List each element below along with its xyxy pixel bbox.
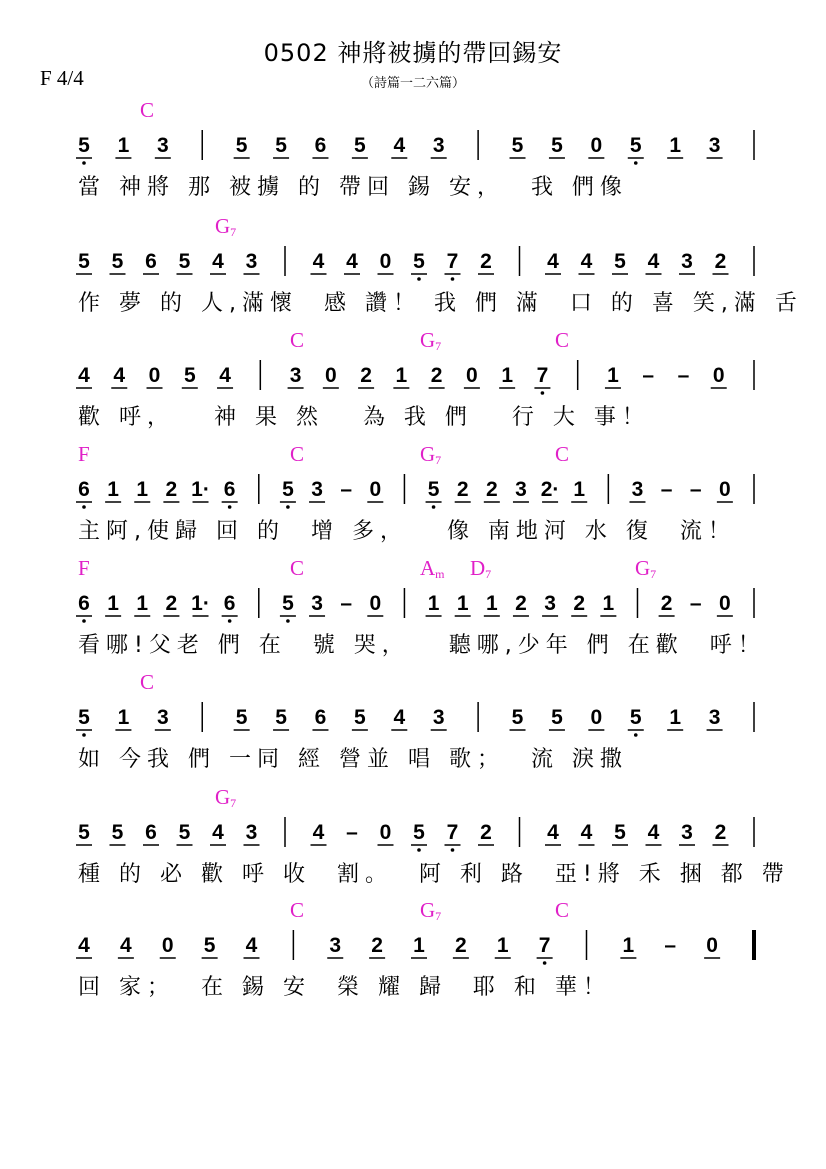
note: 2 <box>430 364 443 387</box>
chord-symbol <box>635 556 656 582</box>
octave-dot <box>82 505 86 509</box>
note: 1 <box>602 592 615 615</box>
score-system <box>0 556 826 671</box>
note: 7 <box>446 821 459 844</box>
note: 0 <box>148 364 161 387</box>
note: 4 <box>580 821 593 844</box>
score-system <box>0 442 826 557</box>
note: 0 <box>161 934 174 957</box>
note: 1 <box>669 134 682 157</box>
score-system <box>0 214 826 329</box>
chord-quality: 7 <box>435 453 442 467</box>
chord-row <box>0 442 826 466</box>
note: 1 <box>427 592 440 615</box>
note: 5 <box>614 250 626 273</box>
chord-quality: 7 <box>230 796 237 810</box>
note: 1 <box>107 592 119 615</box>
lyric-line: 如 今我 們 一同 經 營並 唱 歌； 流 淚撒 <box>78 747 628 772</box>
chord-root: G <box>635 556 651 580</box>
octave-dot <box>543 961 547 965</box>
note: – <box>340 478 353 501</box>
note: 0 <box>324 364 337 387</box>
chord-symbol <box>290 898 304 923</box>
note: – <box>660 478 673 501</box>
chord-symbol <box>290 442 304 467</box>
score-system <box>0 898 826 1013</box>
note: 3 <box>681 250 693 273</box>
notation-row <box>80 928 760 968</box>
note: 6 <box>78 592 90 615</box>
octave-dot <box>417 848 421 852</box>
note: 1 <box>496 934 509 957</box>
chord-symbol <box>420 442 441 468</box>
note: 1 <box>669 706 682 729</box>
octave-dot <box>451 848 455 852</box>
note: 5 <box>203 934 216 957</box>
note: 3 <box>681 821 693 844</box>
note: 3 <box>245 821 258 844</box>
lyric-line: 主阿,使歸 回 的 增 多， 像 南地河 水 復 流！ <box>78 519 736 544</box>
notation-svg <box>80 244 760 284</box>
chord-symbol <box>420 556 445 582</box>
note: 5 <box>275 134 287 157</box>
notation-svg <box>80 128 760 168</box>
note: 6 <box>223 592 236 615</box>
notation-svg <box>80 700 760 740</box>
note: 0 <box>719 478 731 501</box>
notation-row <box>80 700 760 740</box>
note: 0 <box>369 478 382 501</box>
note: 7 <box>538 934 551 957</box>
note: 1 <box>485 592 498 615</box>
note: 3 <box>544 592 556 615</box>
note: – <box>642 364 655 387</box>
note: 1 <box>136 592 149 615</box>
octave-dot <box>82 619 86 623</box>
note: 5 <box>111 821 124 844</box>
note: 3 <box>515 478 527 501</box>
lyric-line: 當 神將 那 被擄 的 帶回 錫 安， 我 們像 <box>78 175 628 200</box>
note: 4 <box>312 250 325 273</box>
chord-root: G <box>215 214 231 238</box>
note: 4 <box>120 934 132 957</box>
chord-quality: 7 <box>485 567 492 581</box>
octave-dot <box>541 391 545 395</box>
note: 3 <box>289 364 302 387</box>
chord-symbol <box>420 898 441 924</box>
lyric-line: 種 的 必 歡 呼 收 割。 阿 利 路 亞!將 禾 捆 都 帶 <box>78 862 790 887</box>
notation-svg <box>80 815 760 855</box>
lyric-line: 作 夢 的 人,滿懷 感 讚！ 我 們 滿 口 的 喜 笑,滿 舌 <box>78 291 803 316</box>
chord-symbol <box>555 898 569 923</box>
chord-root: C <box>290 556 305 580</box>
note: 2· <box>540 478 560 501</box>
note: – <box>689 478 702 501</box>
octave-dot <box>286 505 290 509</box>
note: 1 <box>136 478 149 501</box>
note: 3 <box>708 706 721 729</box>
song-subtitle: （詩篇一二六篇） <box>360 76 465 91</box>
note: 2 <box>371 934 383 957</box>
note: 4 <box>219 364 231 387</box>
chord-row <box>0 785 826 809</box>
note: – <box>677 364 690 387</box>
chord-row <box>0 214 826 238</box>
note: 3 <box>631 478 644 501</box>
note: 2 <box>360 364 372 387</box>
chord-symbol <box>215 785 236 811</box>
note: 2 <box>455 934 467 957</box>
chord-symbol <box>290 328 304 353</box>
note: 0 <box>379 250 392 273</box>
note: 2 <box>456 478 469 501</box>
chord-root: C <box>140 98 155 122</box>
note: 4 <box>393 134 406 157</box>
note: 2 <box>165 592 178 615</box>
chord-root: G <box>215 785 231 809</box>
note: 3 <box>311 478 323 501</box>
chord-symbol <box>78 556 90 581</box>
chord-symbol <box>290 556 304 581</box>
note: 1 <box>501 364 514 387</box>
chord-root: G <box>420 898 436 922</box>
chord-quality: 7 <box>230 225 237 239</box>
note: 0 <box>719 592 731 615</box>
note: 1 <box>456 592 469 615</box>
notation-row <box>80 358 760 398</box>
chord-symbol <box>470 556 491 582</box>
note: 1 <box>607 364 619 387</box>
note: 6 <box>314 706 327 729</box>
note: 2 <box>660 592 673 615</box>
chord-symbol <box>420 328 441 354</box>
note: 5 <box>78 134 90 157</box>
note: 1 <box>117 706 130 729</box>
note: 0 <box>466 364 478 387</box>
note: 0 <box>379 821 392 844</box>
chord-root: C <box>290 898 305 922</box>
note: 5 <box>511 134 524 157</box>
chord-row <box>0 556 826 580</box>
note: 5 <box>178 821 191 844</box>
chord-symbol <box>215 214 236 240</box>
note: 0 <box>590 134 603 157</box>
note: 2 <box>714 250 727 273</box>
note: 5 <box>413 821 425 844</box>
note: 6 <box>78 478 90 501</box>
song-title: 0502 神將被擄的帶回錫安 <box>263 39 563 67</box>
note: 1 <box>622 934 635 957</box>
note: 3 <box>156 706 169 729</box>
notation-row <box>80 472 760 512</box>
note: 0 <box>706 934 718 957</box>
chord-row <box>0 670 826 694</box>
chord-root: F <box>78 442 90 466</box>
note: 3 <box>156 134 169 157</box>
octave-dot <box>228 619 232 623</box>
chord-row <box>0 328 826 352</box>
note: 1· <box>191 478 210 501</box>
note: 4 <box>245 934 258 957</box>
note: 4 <box>78 364 90 387</box>
note: – <box>689 592 702 615</box>
notation-svg <box>80 472 760 512</box>
notation-row <box>80 586 760 626</box>
note: 7 <box>446 250 459 273</box>
note: 5 <box>511 706 524 729</box>
octave-dot <box>286 619 290 623</box>
chord-row <box>0 98 826 122</box>
note: – <box>346 821 358 844</box>
note: 5 <box>178 250 191 273</box>
note: 5 <box>235 134 248 157</box>
chord-root: C <box>555 898 570 922</box>
score-system <box>0 785 826 900</box>
lyric-line: 回 家； 在 錫 安 榮 耀 歸 耶 和 華！ <box>78 975 611 1000</box>
note: 2 <box>480 821 492 844</box>
note: 6 <box>314 134 327 157</box>
note: 5 <box>183 364 196 387</box>
note: 6 <box>223 478 236 501</box>
chord-symbol <box>78 442 90 467</box>
key-signature: F 4/4 <box>40 66 84 90</box>
note: 6 <box>145 250 157 273</box>
note: 5 <box>427 478 440 501</box>
chord-symbol <box>140 670 154 695</box>
note: 4 <box>78 934 90 957</box>
chord-root: C <box>555 328 570 352</box>
note: 2 <box>165 478 178 501</box>
note: 2 <box>573 592 586 615</box>
note: 5 <box>629 134 642 157</box>
note: 0 <box>369 592 382 615</box>
note: 4 <box>547 250 559 273</box>
chord-row <box>0 898 826 922</box>
octave-dot <box>634 733 638 737</box>
note: 4 <box>312 821 325 844</box>
note: 7 <box>536 364 549 387</box>
note: 4 <box>547 821 559 844</box>
octave-dot <box>82 733 86 737</box>
octave-dot <box>634 161 638 165</box>
note: 4 <box>212 821 224 844</box>
note: 5 <box>629 706 642 729</box>
chord-symbol <box>555 442 569 467</box>
octave-dot <box>432 505 436 509</box>
octave-dot <box>417 277 421 281</box>
chord-quality: 7 <box>435 909 442 923</box>
note: 5 <box>78 706 90 729</box>
score-system <box>0 328 826 443</box>
chord-root: A <box>420 556 436 580</box>
note: 0 <box>712 364 725 387</box>
notation-svg <box>80 586 760 626</box>
chord-symbol <box>555 328 569 353</box>
lyric-line: 歡 呼， 神 果 然 為 我 們 行 大 事！ <box>78 405 650 430</box>
octave-dot <box>82 161 86 165</box>
note: 5 <box>235 706 248 729</box>
score-system <box>0 98 826 213</box>
note: 4 <box>580 250 593 273</box>
note: 5 <box>551 134 563 157</box>
note: 3 <box>245 250 258 273</box>
lyric-line: 看哪!父老 們 在 號 哭， 聽哪,少年 們 在歡 呼！ <box>78 633 766 658</box>
chord-root: G <box>420 442 436 466</box>
note: 5 <box>78 821 90 844</box>
note: 1 <box>117 134 130 157</box>
chord-root: F <box>78 556 90 580</box>
note: 2 <box>515 592 527 615</box>
note: 6 <box>145 821 157 844</box>
note: 5 <box>551 706 563 729</box>
note: 3 <box>329 934 342 957</box>
chord-root: C <box>290 442 305 466</box>
note: – <box>340 592 353 615</box>
note: 1 <box>107 478 119 501</box>
octave-dot <box>228 505 232 509</box>
note: 5 <box>614 821 626 844</box>
note: 5 <box>275 706 287 729</box>
octave-dot <box>451 277 455 281</box>
chord-root: C <box>555 442 570 466</box>
note: – <box>664 934 677 957</box>
note: 4 <box>113 364 126 387</box>
note: 5 <box>282 478 294 501</box>
chord-quality: 7 <box>435 339 442 353</box>
chord-root: G <box>420 328 436 352</box>
notation-row <box>80 244 760 284</box>
chord-root: C <box>290 328 305 352</box>
notation-svg <box>80 358 760 398</box>
note: 1 <box>413 934 425 957</box>
note: 4 <box>212 250 224 273</box>
note: 3 <box>311 592 323 615</box>
note: 3 <box>432 706 445 729</box>
chord-root: D <box>470 556 486 580</box>
note: 3 <box>708 134 721 157</box>
note: 5 <box>282 592 294 615</box>
note: 4 <box>346 250 358 273</box>
score-system <box>0 670 826 785</box>
note: 4 <box>647 821 660 844</box>
notation-row <box>80 128 760 168</box>
notation-svg <box>80 928 760 968</box>
note: 5 <box>354 706 366 729</box>
chord-symbol <box>140 98 154 123</box>
chord-quality: 7 <box>650 567 657 581</box>
chord-quality: m <box>435 567 445 581</box>
note: 5 <box>413 250 425 273</box>
note: 2 <box>714 821 727 844</box>
note: 1 <box>573 478 586 501</box>
note: 3 <box>432 134 445 157</box>
note: 2 <box>485 478 498 501</box>
note: 5 <box>354 134 366 157</box>
note: 4 <box>393 706 406 729</box>
note: 5 <box>111 250 124 273</box>
note: 4 <box>647 250 660 273</box>
note: 1 <box>395 364 408 387</box>
note: 1· <box>191 592 210 615</box>
notation-row <box>80 815 760 855</box>
note: 0 <box>590 706 603 729</box>
note: 2 <box>480 250 492 273</box>
note: 5 <box>78 250 90 273</box>
chord-root: C <box>140 670 155 694</box>
